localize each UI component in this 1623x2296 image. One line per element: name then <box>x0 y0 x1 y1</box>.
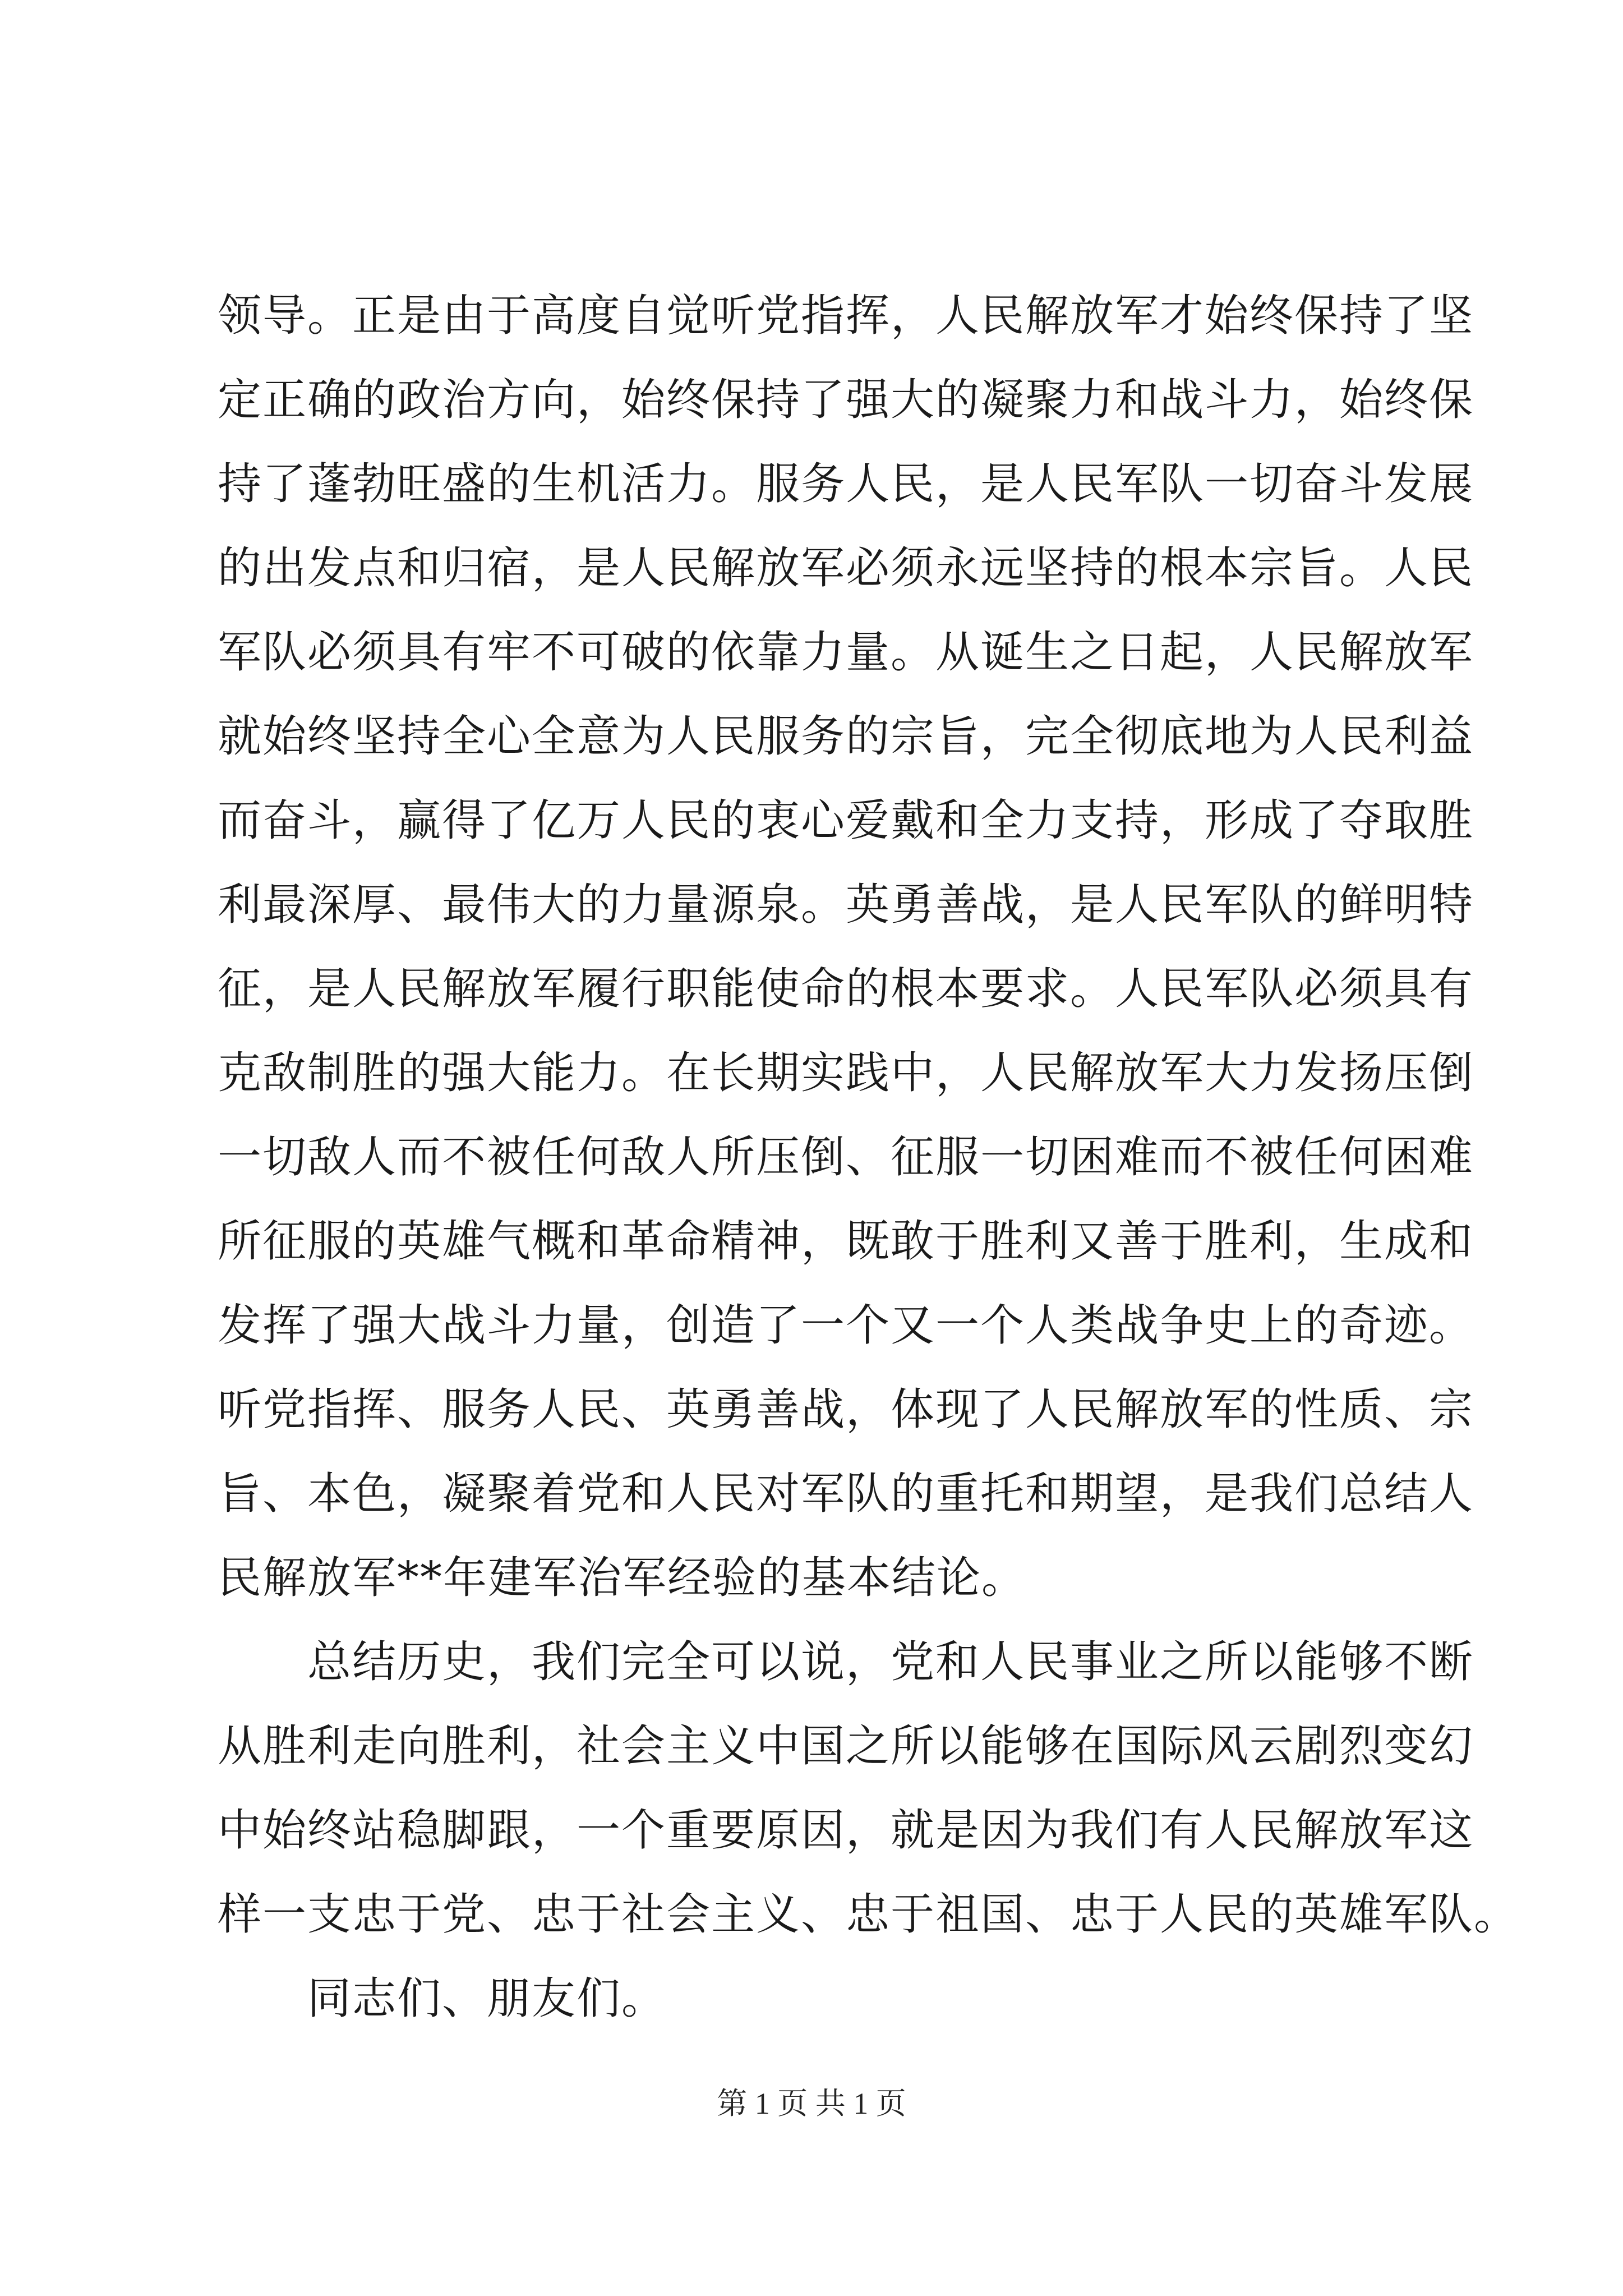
text-line: 一切敌人而不被任何敌人所压倒、征服一切困难而不被任何困难 <box>218 1132 1474 1182</box>
text-line: 听党指挥、服务人民、英勇善战，体现了人民解放军的性质、宗 <box>218 1384 1474 1435</box>
text-line: 发挥了强大战斗力量，创造了一个又一个人类战争史上的奇迹。 <box>218 1300 1474 1351</box>
text-line: 军队必须具有牢不可破的依靠力量。从诞生之日起，人民解放军 <box>218 627 1474 678</box>
document-body <box>218 274 1519 2041</box>
text-line: 所征服的英雄气概和革命精神，既敢于胜利又善于胜利，生成和 <box>218 1216 1474 1267</box>
paragraph-1 <box>218 274 1474 1620</box>
text-line: 持了蓬勃旺盛的生机活力。服务人民，是人民军队一切奋斗发展 <box>218 459 1474 509</box>
text-line: 从胜利走向胜利，社会主义中国之所以能够在国际风云剧烈变幻 <box>218 1721 1474 1772</box>
paragraph-3 <box>218 1957 1429 2041</box>
text-line: 同志们、朋友们。 <box>307 1973 667 2024</box>
text-line: 而奋斗，赢得了亿万人民的衷心爱戴和全力支持，形成了夺取胜 <box>218 795 1474 846</box>
text-line: 民解放军**年建军治军经验的基本结论。 <box>218 1553 1027 1603</box>
paragraph-2 <box>218 1620 1519 1957</box>
text-line: 克敌制胜的强大能力。在长期实践中，人民解放军大力发扬压倒 <box>218 1048 1474 1098</box>
page-number-footer: 第 1 页 共 1 页 <box>717 2087 906 2120</box>
text-line: 就始终坚持全心全意为人民服务的宗旨，完全彻底地为人民利益 <box>218 711 1474 762</box>
text-line: 领导。正是由于高度自觉听党指挥，人民解放军才始终保持了坚 <box>218 291 1474 341</box>
text-line: 的出发点和归宿，是人民解放军必须永远坚持的根本宗旨。人民 <box>218 543 1474 593</box>
text-line: 总结历史，我们完全可以说，党和人民事业之所以能够不断 <box>307 1637 1474 1687</box>
text-line: 定正确的政治方向，始终保持了强大的凝聚力和战斗力，始终保 <box>218 375 1474 425</box>
text-line: 征，是人民解放军履行职能使命的根本要求。人民军队必须具有 <box>218 964 1474 1014</box>
text-line: 中始终站稳脚跟，一个重要原因，就是因为我们有人民解放军这 <box>218 1805 1474 1856</box>
text-line: 利最深厚、最伟大的力量源泉。英勇善战，是人民军队的鲜明特 <box>218 880 1474 930</box>
text-line: 样一支忠于党、忠于社会主义、忠于祖国、忠于人民的英雄军队。 <box>218 1889 1519 1940</box>
text-line: 旨、本色，凝聚着党和人民对军队的重托和期望，是我们总结人 <box>218 1469 1474 1519</box>
